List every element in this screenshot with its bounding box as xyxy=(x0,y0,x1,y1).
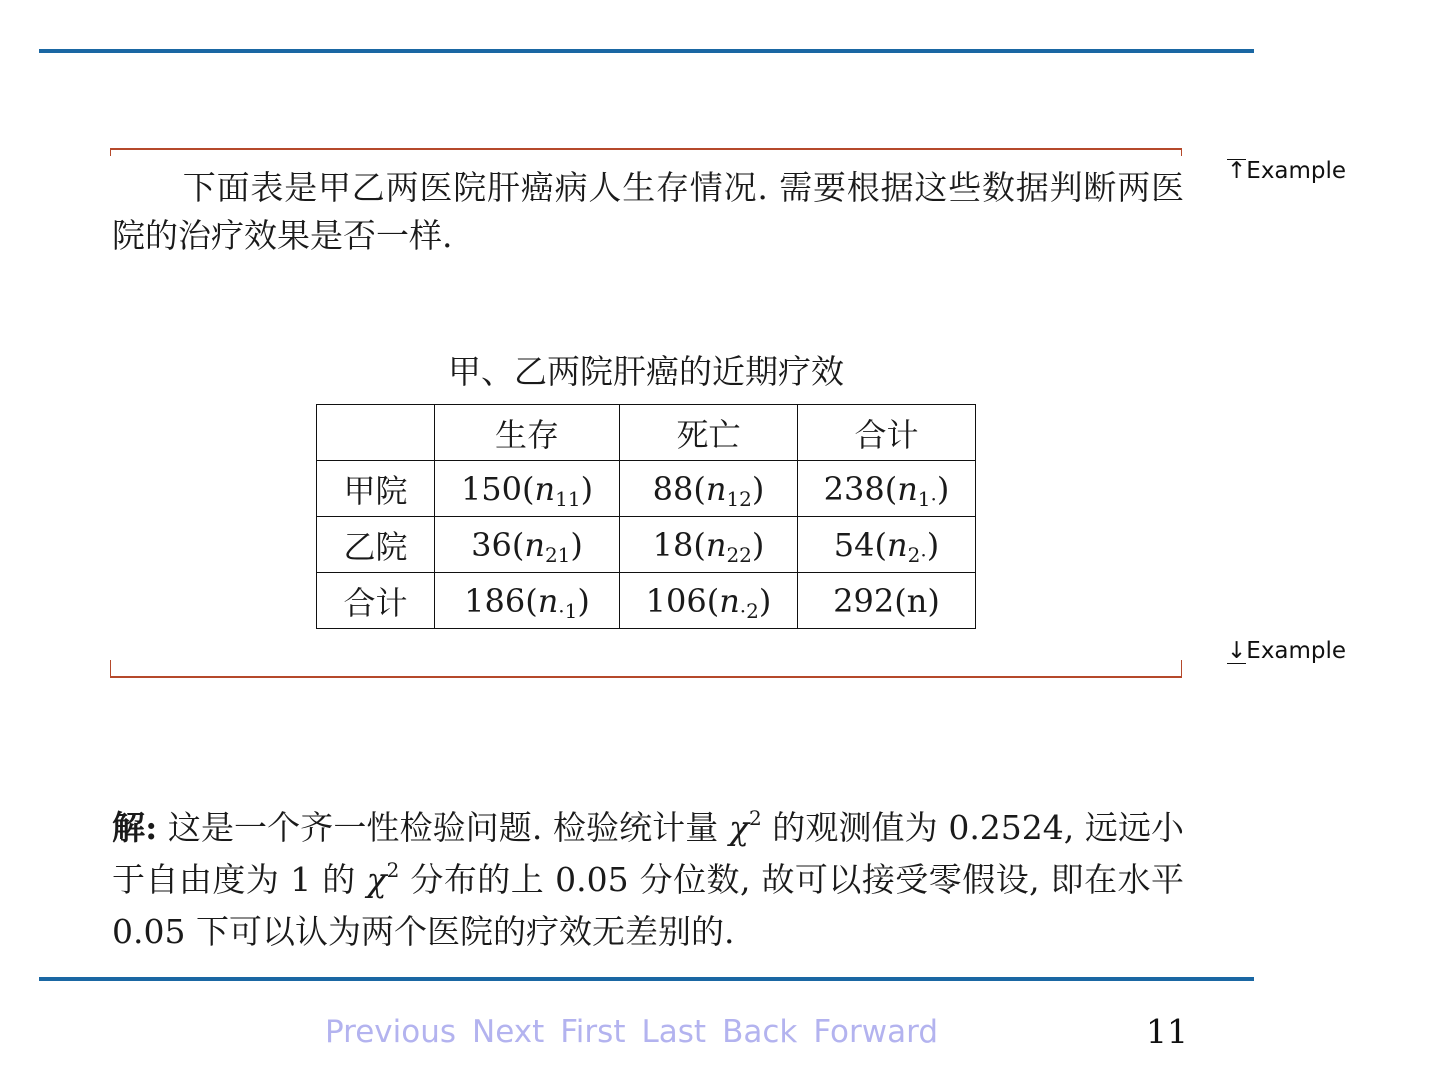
navigation-bar xyxy=(325,1014,938,1050)
table-cell: $106(n_{\cdot 2})$ xyxy=(620,573,798,629)
solution-text-2: 的观测值为 0.2524, 远远小于自由度为 1 的 xyxy=(112,808,1185,899)
solution-paragraph xyxy=(112,802,1184,958)
chi-exponent: 2 xyxy=(748,806,762,830)
header-cell-death: 死亡 xyxy=(620,405,798,461)
table-cell: $18(n_{22})$ xyxy=(620,517,798,573)
example-end-marker[interactable] xyxy=(1227,638,1346,664)
table-row xyxy=(317,517,976,573)
example-frame-top xyxy=(110,148,1182,156)
nav-first-link[interactable]: First xyxy=(560,1014,626,1050)
row-label: 甲院 xyxy=(317,461,435,517)
example-intro xyxy=(112,164,1184,260)
chi-symbol: χ xyxy=(366,860,387,899)
up-arrow-icon: ↑ xyxy=(1227,158,1247,184)
header-cell-survive: 生存 xyxy=(435,405,620,461)
header-cell-total: 合计 xyxy=(798,405,976,461)
nav-back-link[interactable]: Back xyxy=(722,1014,798,1050)
example-start-marker[interactable] xyxy=(1227,158,1346,184)
table-header-row xyxy=(317,405,976,461)
nav-previous-link[interactable]: Previous xyxy=(325,1014,457,1050)
example-end-label: Example xyxy=(1246,638,1347,664)
chi-exponent: 2 xyxy=(386,858,400,882)
table-row xyxy=(317,461,976,517)
solution-text-1: 这是一个齐一性检验问题. 检验统计量 xyxy=(167,808,719,847)
solution-label: 解: xyxy=(112,808,158,847)
table-row xyxy=(317,573,976,629)
row-label: 合计 xyxy=(317,573,435,629)
intro-text: 下面表是甲乙两医院肝癌病人生存情况. 需要根据这些数据判断两医院的治疗效果是否一样. xyxy=(112,168,1184,255)
page-number: 11 xyxy=(1146,1012,1188,1051)
table-cell: $186(n_{\cdot 1})$ xyxy=(435,573,620,629)
example-start-label: Example xyxy=(1246,158,1347,184)
header-rule xyxy=(39,49,1254,53)
table-cell: $238(n_{1\cdot})$ xyxy=(798,461,976,517)
example-frame-bottom xyxy=(110,660,1182,678)
table-caption: 甲、乙两院肝癌的近期疗效 xyxy=(448,352,844,391)
table-cell: 292(n) xyxy=(798,573,976,629)
table-cell: $54(n_{2\cdot})$ xyxy=(798,517,976,573)
chi-symbol: χ xyxy=(728,808,749,847)
nav-forward-link[interactable]: Forward xyxy=(813,1014,938,1050)
table-cell: $36(n_{21})$ xyxy=(435,517,620,573)
nav-last-link[interactable]: Last xyxy=(641,1014,707,1050)
row-label: 乙院 xyxy=(317,517,435,573)
table-cell: $88(n_{12})$ xyxy=(620,461,798,517)
table-cell: $150(n_{11})$ xyxy=(435,461,620,517)
header-cell-empty xyxy=(317,405,435,461)
survival-table xyxy=(316,404,976,629)
down-arrow-icon: ↓ xyxy=(1227,638,1247,664)
solution-text-3: 分布的上 0.05 分位数, 故可以接受零假设, 即在水平 0.05 下可以认为两个医院的疗效无差别的. xyxy=(112,860,1185,951)
nav-next-link[interactable]: Next xyxy=(472,1014,545,1050)
footer-rule xyxy=(39,977,1254,981)
